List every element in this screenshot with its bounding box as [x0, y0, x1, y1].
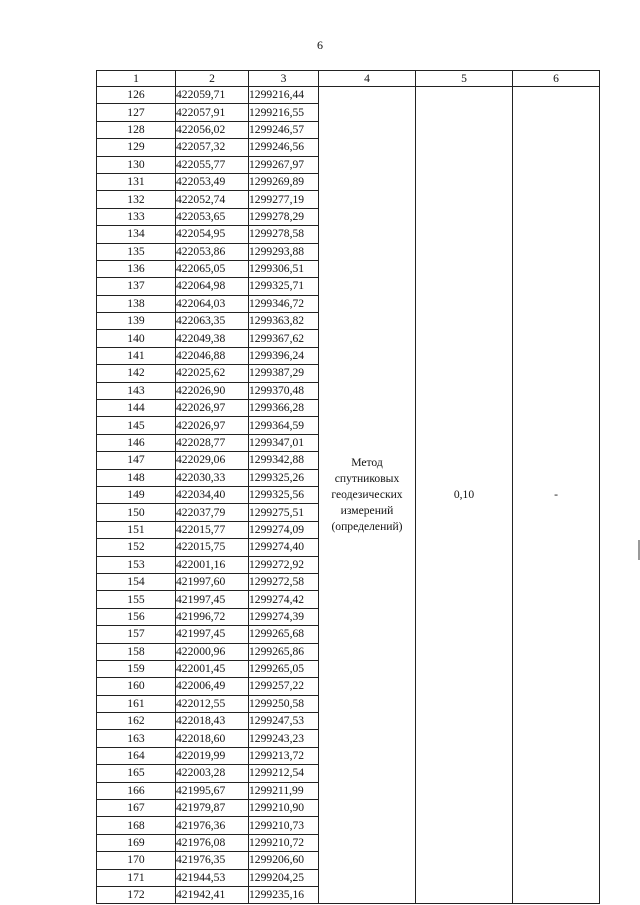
coord-x: 422012,55 — [176, 695, 249, 712]
coord-x: 422063,35 — [176, 313, 249, 330]
coord-y: 1299342,88 — [249, 452, 319, 469]
coord-y: 1299212,54 — [249, 765, 319, 782]
coord-y: 1299325,71 — [249, 278, 319, 295]
point-number: 144 — [97, 400, 176, 417]
method-line: спутниковых — [334, 472, 400, 486]
point-number: 127 — [97, 104, 176, 121]
coord-y: 1299325,56 — [249, 486, 319, 503]
point-number: 142 — [97, 365, 176, 382]
coord-y: 1299206,60 — [249, 852, 319, 869]
point-number: 172 — [97, 886, 176, 903]
coord-x: 422056,02 — [176, 121, 249, 138]
coord-y: 1299265,68 — [249, 626, 319, 643]
header-col-4: 4 — [319, 71, 416, 87]
point-number: 145 — [97, 417, 176, 434]
point-number: 150 — [97, 504, 176, 521]
coord-x: 422037,79 — [176, 504, 249, 521]
header-col-6: 6 — [513, 71, 600, 87]
coord-y: 1299325,26 — [249, 469, 319, 486]
point-number: 137 — [97, 278, 176, 295]
point-number: 169 — [97, 834, 176, 851]
point-number: 129 — [97, 139, 176, 156]
point-number: 135 — [97, 243, 176, 260]
point-number: 136 — [97, 260, 176, 277]
coord-x: 422065,05 — [176, 260, 249, 277]
coord-y: 1299396,24 — [249, 347, 319, 364]
coord-x: 422028,77 — [176, 434, 249, 451]
coord-y: 1299387,29 — [249, 365, 319, 382]
header-col-1: 1 — [97, 71, 176, 87]
coord-y: 1299265,05 — [249, 660, 319, 677]
coord-x: 422006,49 — [176, 678, 249, 695]
point-number: 134 — [97, 226, 176, 243]
coord-x: 422055,77 — [176, 156, 249, 173]
point-number: 130 — [97, 156, 176, 173]
point-number: 146 — [97, 434, 176, 451]
method-cell — [319, 87, 416, 904]
coord-x: 422025,62 — [176, 365, 249, 382]
coord-y: 1299278,29 — [249, 208, 319, 225]
header-col-2: 2 — [176, 71, 249, 87]
table-body — [97, 87, 600, 904]
coord-x: 421997,60 — [176, 573, 249, 590]
point-number: 166 — [97, 782, 176, 799]
point-number: 133 — [97, 208, 176, 225]
coord-x: 422026,97 — [176, 400, 249, 417]
point-number: 167 — [97, 800, 176, 817]
coord-y: 1299246,56 — [249, 139, 319, 156]
point-number: 128 — [97, 121, 176, 138]
point-number: 155 — [97, 591, 176, 608]
coord-x: 422054,95 — [176, 226, 249, 243]
coord-y: 1299210,90 — [249, 800, 319, 817]
coord-y: 1299257,22 — [249, 678, 319, 695]
method-line: Метод — [351, 456, 383, 470]
coord-x: 421976,08 — [176, 834, 249, 851]
coord-x: 421995,67 — [176, 782, 249, 799]
method-line: измерений — [340, 504, 394, 518]
table-header-row — [97, 71, 600, 87]
coord-x: 422018,60 — [176, 730, 249, 747]
coord-y: 1299274,39 — [249, 608, 319, 625]
coord-y: 1299275,51 — [249, 504, 319, 521]
coord-x: 421996,72 — [176, 608, 249, 625]
coord-x: 421976,36 — [176, 817, 249, 834]
point-number: 161 — [97, 695, 176, 712]
coord-y: 1299246,57 — [249, 121, 319, 138]
point-number: 163 — [97, 730, 176, 747]
coord-x: 422053,86 — [176, 243, 249, 260]
point-number: 165 — [97, 765, 176, 782]
coord-y: 1299367,62 — [249, 330, 319, 347]
coord-x: 422053,65 — [176, 208, 249, 225]
coord-y: 1299347,01 — [249, 434, 319, 451]
col6-cell: - — [513, 87, 600, 904]
point-number: 170 — [97, 852, 176, 869]
coord-x: 422030,33 — [176, 469, 249, 486]
coord-y: 1299366,28 — [249, 400, 319, 417]
point-number: 139 — [97, 313, 176, 330]
point-number: 131 — [97, 173, 176, 190]
coordinates-table — [96, 70, 600, 904]
coord-y: 1299274,09 — [249, 521, 319, 538]
coord-x: 421976,35 — [176, 852, 249, 869]
coord-y: 1299267,97 — [249, 156, 319, 173]
coord-y: 1299272,92 — [249, 556, 319, 573]
coord-y: 1299265,86 — [249, 643, 319, 660]
method-line: (определений) — [331, 520, 403, 534]
point-number: 154 — [97, 573, 176, 590]
coord-x: 422064,03 — [176, 295, 249, 312]
header-col-3: 3 — [249, 71, 319, 87]
page-number: 6 — [317, 38, 323, 52]
point-number: 157 — [97, 626, 176, 643]
coord-x: 422029,06 — [176, 452, 249, 469]
coord-y: 1299306,51 — [249, 260, 319, 277]
accuracy-cell: 0,10 — [416, 87, 513, 904]
coord-y: 1299370,48 — [249, 382, 319, 399]
point-number: 138 — [97, 295, 176, 312]
table-row — [97, 87, 600, 104]
coord-y: 1299204,25 — [249, 869, 319, 886]
point-number: 148 — [97, 469, 176, 486]
coord-x: 422046,88 — [176, 347, 249, 364]
coord-x: 422019,99 — [176, 747, 249, 764]
coord-y: 1299364,59 — [249, 417, 319, 434]
point-number: 143 — [97, 382, 176, 399]
coord-y: 1299216,55 — [249, 104, 319, 121]
point-number: 171 — [97, 869, 176, 886]
coord-y: 1299274,42 — [249, 591, 319, 608]
coord-x: 422026,97 — [176, 417, 249, 434]
point-number: 151 — [97, 521, 176, 538]
point-number: 158 — [97, 643, 176, 660]
coord-y: 1299269,89 — [249, 173, 319, 190]
coord-x: 422059,71 — [176, 87, 249, 104]
coord-x: 422057,32 — [176, 139, 249, 156]
coord-y: 1299211,99 — [249, 782, 319, 799]
coord-y: 1299243,23 — [249, 730, 319, 747]
coord-x: 421942,41 — [176, 886, 249, 903]
header-col-5: 5 — [416, 71, 513, 87]
coord-x: 422003,28 — [176, 765, 249, 782]
coord-x: 422015,75 — [176, 539, 249, 556]
point-number: 149 — [97, 486, 176, 503]
method-line: геодезических — [331, 488, 403, 502]
coord-y: 1299346,72 — [249, 295, 319, 312]
coord-x: 421997,45 — [176, 591, 249, 608]
point-number: 147 — [97, 452, 176, 469]
coord-x: 421997,45 — [176, 626, 249, 643]
point-number: 132 — [97, 191, 176, 208]
coord-y: 1299293,88 — [249, 243, 319, 260]
point-number: 153 — [97, 556, 176, 573]
coord-y: 1299278,58 — [249, 226, 319, 243]
point-number: 156 — [97, 608, 176, 625]
point-number: 152 — [97, 539, 176, 556]
coord-y: 1299274,40 — [249, 539, 319, 556]
coord-x: 421944,53 — [176, 869, 249, 886]
coord-x: 422064,98 — [176, 278, 249, 295]
point-number: 141 — [97, 347, 176, 364]
coord-y: 1299210,73 — [249, 817, 319, 834]
coord-y: 1299216,44 — [249, 87, 319, 104]
coord-x: 422000,96 — [176, 643, 249, 660]
coord-y: 1299210,72 — [249, 834, 319, 851]
point-number: 140 — [97, 330, 176, 347]
point-number: 162 — [97, 713, 176, 730]
coord-y: 1299250,58 — [249, 695, 319, 712]
coord-x: 422015,77 — [176, 521, 249, 538]
coord-y: 1299272,58 — [249, 573, 319, 590]
point-number: 126 — [97, 87, 176, 104]
coord-x: 422001,45 — [176, 660, 249, 677]
coord-x: 422052,74 — [176, 191, 249, 208]
coord-x: 422053,49 — [176, 173, 249, 190]
coord-x: 422057,91 — [176, 104, 249, 121]
point-number: 159 — [97, 660, 176, 677]
point-number: 168 — [97, 817, 176, 834]
coord-x: 422018,43 — [176, 713, 249, 730]
coord-x: 422001,16 — [176, 556, 249, 573]
coord-y: 1299277,19 — [249, 191, 319, 208]
coord-y: 1299213,72 — [249, 747, 319, 764]
coord-y: 1299363,82 — [249, 313, 319, 330]
coord-x: 422034,40 — [176, 486, 249, 503]
point-number: 164 — [97, 747, 176, 764]
coord-x: 422049,38 — [176, 330, 249, 347]
point-number: 160 — [97, 678, 176, 695]
coord-y: 1299247,53 — [249, 713, 319, 730]
coord-x: 422026,90 — [176, 382, 249, 399]
coord-x: 421979,87 — [176, 800, 249, 817]
coord-y: 1299235,16 — [249, 886, 319, 903]
